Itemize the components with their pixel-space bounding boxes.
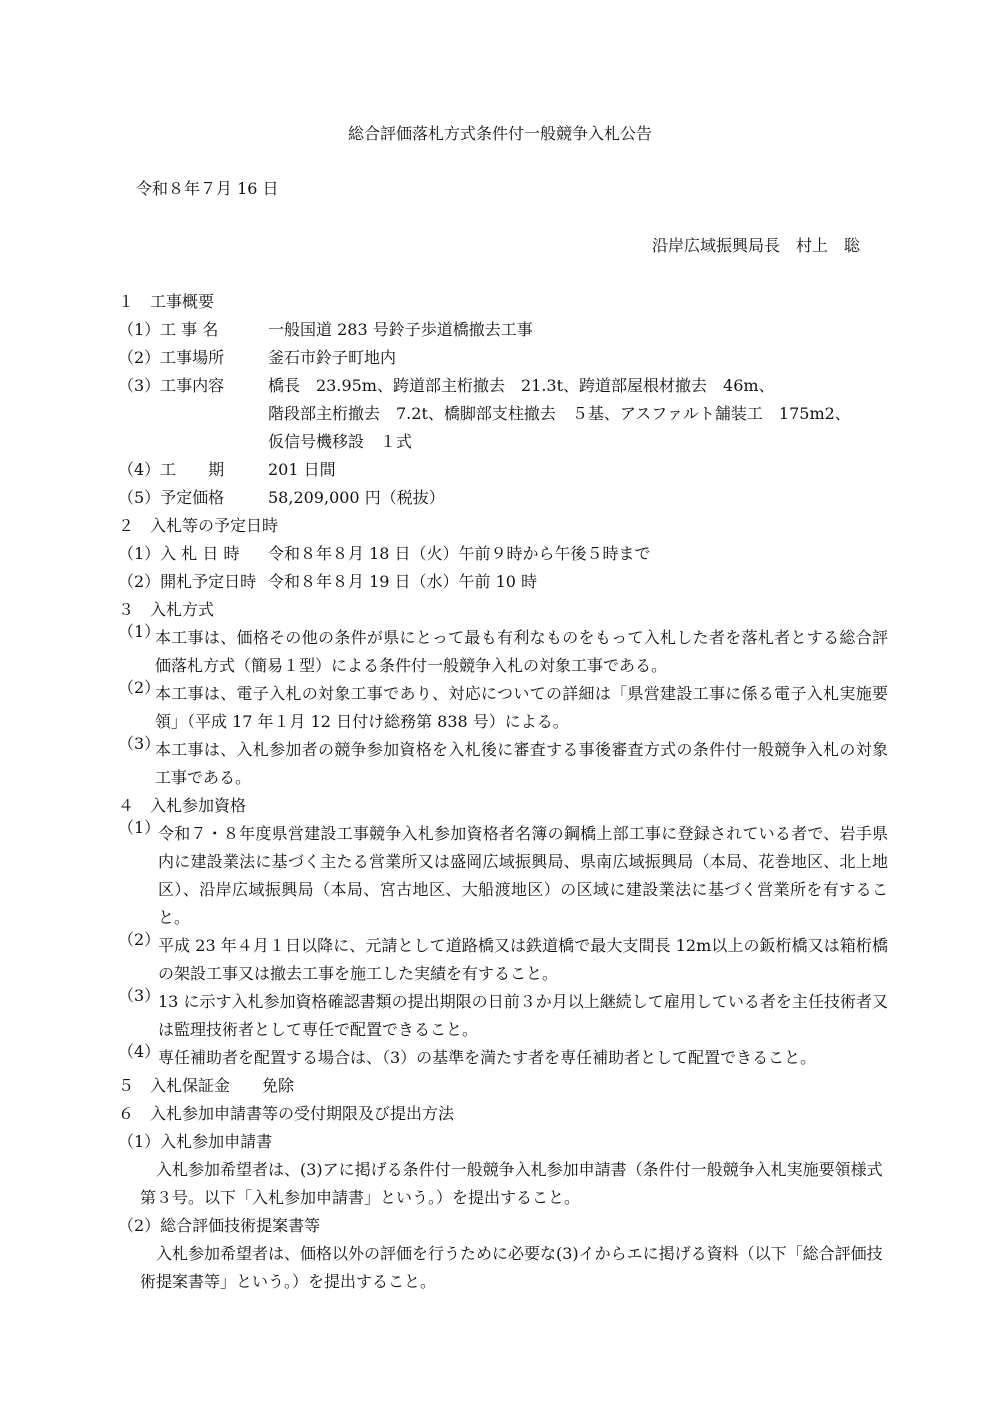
subsection-text	[118, 1240, 888, 1296]
section-heading: ５ 入札保証金 免除	[118, 1076, 295, 1095]
subsection-text	[118, 1156, 888, 1212]
item-label: （4）工 期	[118, 460, 225, 479]
overview-item	[118, 372, 888, 400]
paragraph-number: （2）	[118, 678, 161, 697]
item-value: 橋長 23.95m、跨道部主桁撤去 21.3t、跨道部屋根材撤去 46m、	[268, 376, 775, 395]
paragraph-number: （1）	[118, 818, 161, 837]
paragraph-text: 平成 23 年４月１日以降に、元請として道路橋又は鉄道橋で最大支間長 12m以上の鈑桁橋又は箱桁橋の架設工事又は撤去工事を施工した実績を有すること。	[158, 936, 888, 983]
item-value: 階段部主桁撤去 7.2t、橋脚部支柱撤去 ５基、アスファルト舗装工 175m2、	[268, 404, 851, 423]
paragraph-text: 入札参加希望者は、価格以外の評価を行うために必要な(3)イからエに掲げる資料（以下「総合評価技術提案書等」という。）を提出すること。	[140, 1244, 883, 1291]
section-heading: ６ 入札参加申請書等の受付期限及び提出方法	[118, 1104, 455, 1123]
issuer-name: 沿岸広域振興局長 村上 聡	[651, 236, 860, 255]
section-heading: ３ 入札方式	[118, 600, 215, 619]
paragraph-text: 本工事は、価格その他の条件が県にとって最も有利なものをもって入札した者を落札者とする総合評価落札方式（簡易１型）による条件付一般競争入札の対象工事である。	[155, 628, 888, 675]
paragraph-number: （1）	[118, 622, 161, 641]
numbered-paragraph	[118, 932, 888, 988]
item-value: 令和８年８月 19 日（水）午前 10 時	[268, 572, 538, 591]
paragraph-text: 専任補助者を配置する場合は、（3）の基準を満たす者を専任補助者として配置できること。	[158, 1048, 817, 1067]
document-title: 総合評価落札方式条件付一般競争入札公告	[347, 124, 652, 143]
paragraph-text: 本工事は、電子入札の対象工事であり、対応についての詳細は「県営建設工事に係る電子入札実施要領」（平成 17 年１月 12 日付け総務第 838 号）による。	[155, 684, 888, 731]
schedule-item	[118, 540, 888, 568]
section-heading: ４ 入札参加資格	[118, 796, 247, 815]
item-value: 令和８年８月 18 日（火）午前９時から午後５時まで	[268, 544, 651, 563]
paragraph-number: （4）	[118, 1042, 161, 1061]
paragraph-number: （3）	[118, 734, 161, 753]
item-label: （3）工事内容	[118, 376, 225, 395]
item-label: （1）入 札 日 時	[118, 544, 240, 563]
item-value: 201 日間	[268, 460, 336, 479]
document-body	[118, 288, 888, 1296]
item-label: （2）工事場所	[118, 348, 225, 367]
announcement-date: 令和８年７月 16 日	[136, 179, 279, 198]
section-heading: ２ 入札等の予定日時	[118, 516, 279, 535]
subsection-heading: （1）入札参加申請書	[118, 1132, 273, 1151]
schedule-item	[118, 568, 888, 596]
paragraph-number: （3）	[118, 986, 161, 1005]
numbered-paragraph	[118, 736, 888, 792]
paragraph-text: 入札参加希望者は、(3)アに掲げる条件付一般競争入札参加申請書（条件付一般競争入札実施要領様式第３号。以下「入札参加申請書」という。）を提出すること。	[140, 1160, 883, 1207]
paragraph-text: 本工事は、入札参加者の競争参加資格を入札後に審査する事後審査方式の条件付一般競争入札の対象工事である。	[155, 740, 888, 787]
numbered-paragraph	[118, 820, 888, 932]
item-value: 一般国道 283 号鈴子歩道橋撤去工事	[268, 320, 533, 339]
paragraph-text: 13 に示す入札参加資格確認書類の提出期限の日前３か月以上継続して雇用している者を主任技術者又は監理技術者として専任で配置できること。	[158, 992, 888, 1039]
item-label: （2）開札予定日時	[118, 572, 257, 591]
overview-item	[118, 400, 888, 428]
overview-item	[118, 316, 888, 344]
paragraph-text: 令和７・８年度県営建設工事競争入札参加資格者名簿の鋼橋上部工事に登録されている者で、岩手県内に建設業法に基づく主たる営業所又は盛岡広域振興局、県南広域振興局（本局、花巻地区、北上地区）、沿岸広域振興局（本局、宮古地区、大船渡地区）の区域に建設業法に基づく営業所を有すること。	[158, 824, 888, 927]
item-value: 釜石市鈴子町地内	[268, 348, 397, 367]
item-label: （1）工 事 名	[118, 320, 219, 339]
item-value: 58,209,000 円（税抜）	[268, 488, 445, 507]
item-label: （5）予定価格	[118, 488, 225, 507]
numbered-paragraph	[118, 988, 888, 1044]
overview-item	[118, 456, 888, 484]
numbered-paragraph	[118, 680, 888, 736]
numbered-paragraph	[118, 624, 888, 680]
paragraph-number: （2）	[118, 930, 161, 949]
overview-item	[118, 484, 888, 512]
subsection-heading: （2）総合評価技術提案書等	[118, 1216, 321, 1235]
numbered-paragraph	[118, 1044, 888, 1072]
section-heading: １ 工事概要	[118, 292, 215, 311]
overview-item	[118, 428, 888, 456]
item-value: 仮信号機移設 １式	[268, 432, 413, 451]
overview-item	[118, 344, 888, 372]
